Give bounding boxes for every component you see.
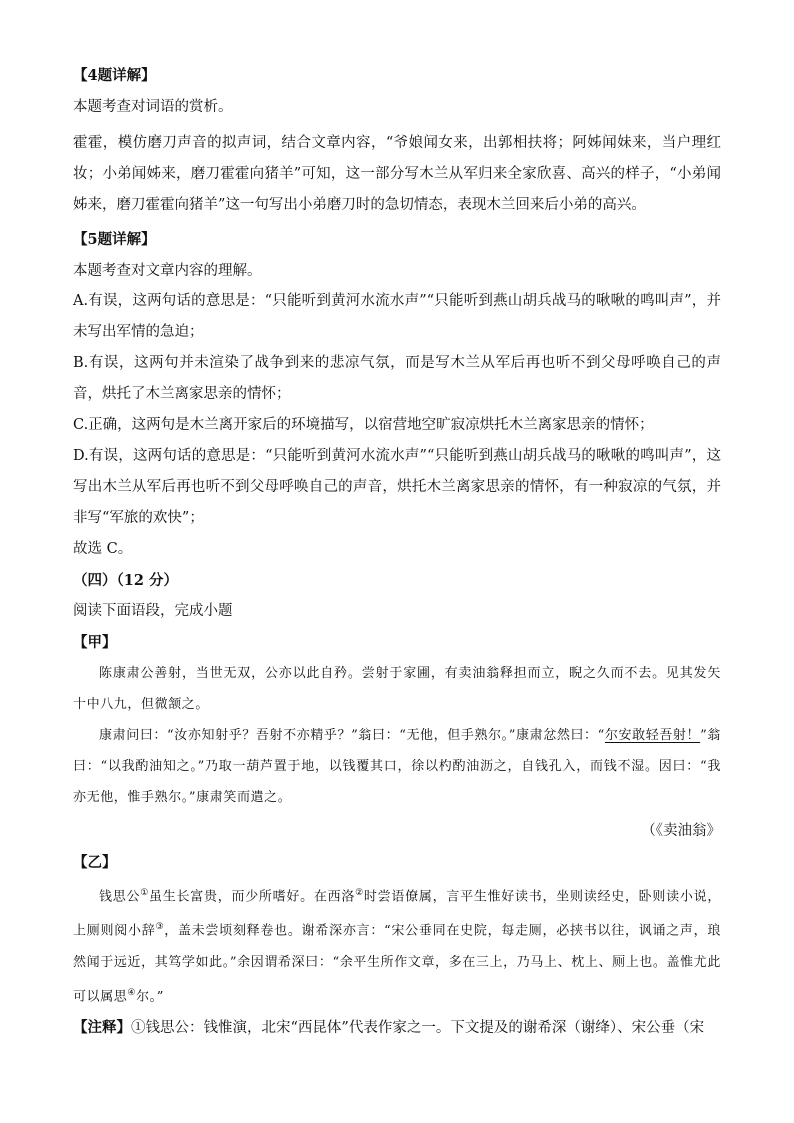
yi-text-a: 钱思公 xyxy=(99,889,141,905)
section4-instruction: 阅读下面语段，完成小题 xyxy=(73,603,233,619)
notes-text: ①钱思公：钱惟演，北宋“西昆体”代表作家之一。下文提及的谢希深（谢绛）、宋公垂（宋 xyxy=(131,1019,705,1036)
document-page xyxy=(73,60,721,1044)
q5-option-c: C.正确，这两句是木兰离开家后的环境描写，以宿营地空旷寂凉烘托木兰离家思亲的情怀； xyxy=(73,417,654,433)
q4-body: 霍霍，模仿磨刀声音的拟声词，结合文章内容，“爷娘闻女来，出郭相扶将；阿姊闻妹来，当户理红妆；小弟闻姊来，磨刀霍霍向猪羊”可知，这一部分写木兰从军归来全家欣喜、高兴的样子，“小弟闻姊来，磨刀霍霍向猪羊”这一句写出小弟磨刀时的急切情态，表现木兰回来后小弟的高兴。 xyxy=(73,135,721,213)
q5-option-b: B.有误，这两句并未渲染了战争到来的悲凉气氛，而是写木兰从军后再也听不到父母呼唤自己的声音，烘托了木兰离家思亲的情怀； xyxy=(73,355,721,402)
notes-label: 【注释】 xyxy=(73,1018,131,1036)
q5-answer: 故选 C。 xyxy=(73,541,133,557)
passage-yi-label: 【乙】 xyxy=(73,854,117,871)
section4-heading: （四）（12 分） xyxy=(73,572,178,589)
passage-jia-paragraph-1: 陈康肃公善射，当世无双，公亦以此自矜。尝射于家圃，有卖油翁释担而立，睨之久而不去。见其发矢十中八九，但微颔之。 xyxy=(73,666,721,712)
notes xyxy=(73,1012,721,1044)
yi-text-c: 时尝语僚属，言平生惟好读书，坐则读经史，卧则读小说，上厕则阅小辞 xyxy=(73,889,721,939)
footnote-marker-3: ③ xyxy=(155,922,165,933)
q5-option-a: A.有误，这两句话的意思是：“只能听到黄河水流水声”“只能听到燕山胡兵战马的啾啾的鸣叫声”，并未写出军情的急迫； xyxy=(73,293,721,340)
footnote-marker-1: ① xyxy=(140,888,150,898)
q5-option-d: D.有误，这两句话的意思是：“只能听到黄河水流水声”“只能听到燕山胡兵战马的啾啾的鸣叫声”，这写出木兰从军后再也听不到父母呼唤自己的声音，烘托木兰离家思亲的情怀，有一种寂凉的气氛，并非写“军旅的欢快”； xyxy=(73,448,721,526)
q4-intro: 本题考查对词语的赏析。 xyxy=(73,99,233,115)
yi-text-e: 尔。” xyxy=(136,988,165,1004)
passage-jia-paragraph-2 xyxy=(73,720,721,813)
footnote-marker-2: ② xyxy=(355,888,364,898)
passage-jia-text: 康肃问曰：“汝亦知射乎？吾射不亦精乎？”翁曰：“无他，但手熟尔。”康肃忿然曰：“ xyxy=(99,728,605,743)
yi-text-b: 虽生长富贵，而少所嗜好。在西洛 xyxy=(149,889,356,905)
q5-heading: 【5题详解】 xyxy=(73,231,156,248)
yi-text-d: ，盖未尝顷刻释卷也。谢希深亦言：“宋公垂同在史院，每走厕，必挟书以往，讽诵之声，琅然闻于远近，其笃学如此。”余因谓希深曰：“余平生所作文章，多在三上，乃马上、枕上、厕上也。盖惟尤此可以属思 xyxy=(73,923,722,1004)
passage-jia-label: 【甲】 xyxy=(73,634,117,651)
footnote-marker-4: ④ xyxy=(127,987,137,998)
passage-yi-paragraph xyxy=(73,878,721,1012)
passage-jia-source: （《卖油翁》 xyxy=(641,823,721,839)
q4-heading: 【4题详解】 xyxy=(73,67,156,84)
underlined-sentence: 尔安敢轻吾射！ xyxy=(604,728,701,743)
q5-intro: 本题考查对文章内容的理解。 xyxy=(73,263,262,279)
passage-jia-text-cont: ”翁曰：“以我酌油知之。”乃取一葫芦置于地，以钱覆其口，徐以杓酌油沥之，自钱孔入，而钱不湿。因曰：“我亦无他，惟手熟尔。”康肃笑而遣之。 xyxy=(73,728,721,805)
